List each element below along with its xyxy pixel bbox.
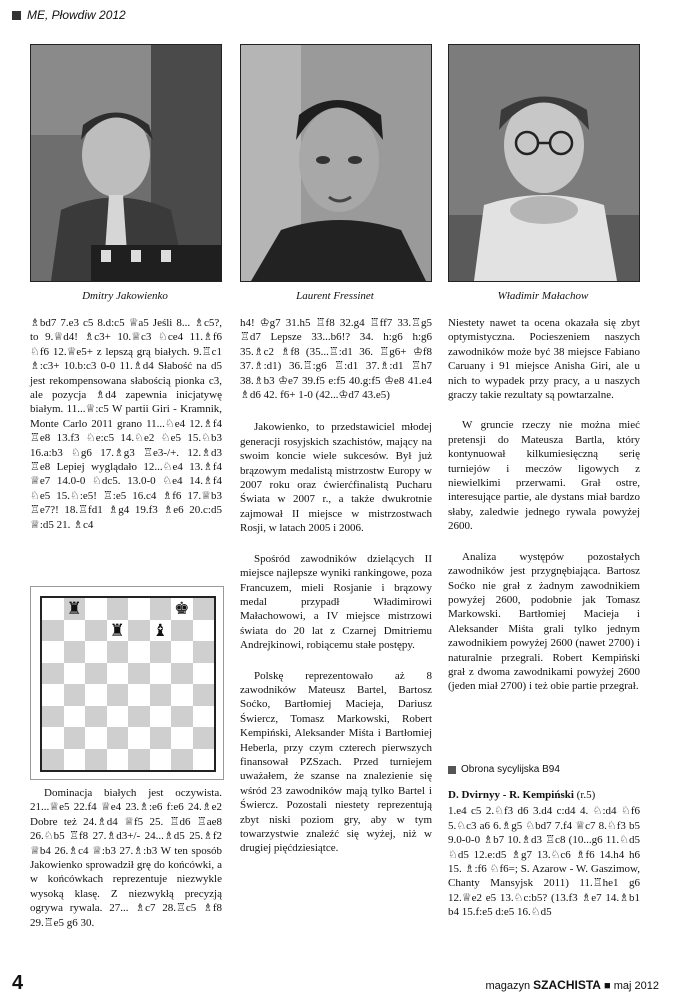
game-notation-2: Dominacja białych jest oczywista. 21...♕e5 22.f4 ♕e4 23.♗:e6 f:e6 24.♗e2 Dobre też 24.♗d4 ♕f5 25. ♖d6 ♖ae8 26.♘b5 ♖f8 27.♗d3+/- 24...♗d5 25.♗f2 ♕b4 26.♗c4 ♕:b3 27.♗:b3 W ten sposób Jakowienko sprowadził grę do końcówki, a w końcówkach reprezentuje niezwykle wysoką klasę. Z niezwykłą precyzją ogrywa rywala. 27... ♗c7 28.♖c5 ♗f8 29.♖e5 g6 30. [30, 787, 222, 929]
board-square [85, 620, 107, 642]
board-square [107, 727, 129, 749]
board-square [193, 641, 215, 663]
board-square [128, 620, 150, 642]
board-square [128, 598, 150, 620]
photo-caption-3: Władimir Małachow [497, 290, 589, 302]
board-square: ♝ [150, 620, 172, 642]
board-square [64, 620, 86, 642]
column-1-top [30, 316, 222, 540]
tag-square-icon [448, 766, 456, 774]
column-2 [240, 316, 432, 864]
magazine-info [485, 978, 659, 992]
article-paragraph-6: Analiza występów pozostałych zawodników jest przygnębiająca. Bartosz Soćko nie grał z żadnym zawodnikiem powyżej 2600, podobnie jak Tomasz Markowski. Bartłomiej Macieja i Aleksander Miśta grali tylko jednym zawodnikiem powyżej 2600 (nawet 2700) i naturalnie przegrali. Robert Kempiński grał z dwoma zawodnikami powyżej 2600 (jeden miał 2700) i też obie partie przegrał. [448, 550, 640, 693]
board-square: ♜ [107, 620, 129, 642]
board-square [107, 641, 129, 663]
header-square-icon [12, 11, 21, 20]
board-square [128, 749, 150, 771]
board-square [193, 620, 215, 642]
portrait-2-image [241, 45, 431, 281]
board-square [171, 684, 193, 706]
portrait-3-image [449, 45, 639, 281]
board-square [193, 684, 215, 706]
board-square [85, 598, 107, 620]
board-square [193, 727, 215, 749]
board-square [42, 749, 64, 771]
board-square [171, 727, 193, 749]
board-square [42, 620, 64, 642]
board-square [85, 684, 107, 706]
column-3 [448, 316, 640, 702]
photo-fressinet [240, 44, 432, 282]
board-square [171, 706, 193, 728]
board-square [150, 663, 172, 685]
board-square [85, 749, 107, 771]
board-square [42, 706, 64, 728]
board-square [128, 727, 150, 749]
board-square [42, 598, 64, 620]
chess-diagram [40, 596, 216, 772]
portrait-1-image [31, 45, 221, 281]
board-square [150, 598, 172, 620]
page-number: 4 [12, 972, 24, 994]
board-square [42, 663, 64, 685]
board-square [150, 727, 172, 749]
board-square [64, 727, 86, 749]
board-square [64, 749, 86, 771]
opening-name: Obrona sycylijska B94 [461, 764, 560, 775]
board-square [42, 727, 64, 749]
board-square [150, 706, 172, 728]
board-square [107, 749, 129, 771]
board-square [150, 684, 172, 706]
board-square [85, 641, 107, 663]
photo-jakowienko [30, 44, 222, 282]
opening-tag [448, 764, 560, 775]
board-square [85, 706, 107, 728]
game-title: D. Dvirnyy - R. Kempiński [448, 789, 574, 801]
board-square [85, 663, 107, 685]
article-paragraph-1: Jakowienko, to przedstawiciel młodej generacji rosyjskich szachistów, mający na swoim koncie wiele sukcesów. Był już brązowym medalistą mistrzostw Europy w 2007 roku oraz ćwierćfinalistą Pucharu Świata w 2007 r., a także dwukrotnie zajmował II miejsce w mistrzostwach Rosji, w latach 2005 i 2006. [240, 421, 432, 535]
board-square [150, 749, 172, 771]
column-1-bottom [30, 786, 222, 938]
board-square [150, 641, 172, 663]
game-round: (r.5) [576, 789, 596, 801]
board-square [107, 598, 129, 620]
board-square [193, 749, 215, 771]
photo-caption-1: Dmitry Jakowienko [82, 290, 168, 302]
article-paragraph-2: Spośród zawodników dzielących II miejsce najlepsze wyniki rankingowe, poza Francuzem, mieli Rosjanie i brązowy medal przypadł Władimirowi Małachowowi, a IV miejsce mistrzowi świata do 20 lat z Czarnej Dmitriemu Andrejkinowi, robiącemu stałe postępy. [240, 552, 432, 652]
board-square: ♚ [171, 598, 193, 620]
board-square [64, 684, 86, 706]
article-paragraph-3: Polskę reprezentowało aż 8 zawodników Mateusz Bartel, Bartosz Soćko, Bartłomiej Macieja, Dariusz Świercz, Tomasz Markowski, Robert Kempiński, Aleksander Miśta i Bartłomiej Heberla, przy czym czterech pierwszych finansował PZSzach. Przed turniejem uważałem, że szanse na znalezienie się wśród 23 zawodników mają tylko Bartel i Świercz. Pozostali niestety reprezentują zbyt niski poziom gry, aby w tym towarzystwie znaleźć się wyżej, niż w drugiej pięćdziesiątce. [240, 669, 432, 855]
board-square [171, 749, 193, 771]
board-square [64, 641, 86, 663]
board-square [128, 706, 150, 728]
game-notation-4: 1.e4 c5 2.♘f3 d6 3.d4 c:d4 4. ♘:d4 ♘f6 5.♘c3 a6 6.♗g5 ♘bd7 7.f4 ♕c7 8.♘f3 b5 9.0-0-0 ♗b7 10.♗d3 ♖c8 (10...g6 11.♘d5 ♘d5 12.e:d5 ♗g7 13.♘c6 ♗f6 14.h4 h6 15. ♗:f6 ♘f6=; S. Azarow - W. Gaszimow, Chanty Mansyjsk 2011) 11.♖he1 g6 12.♕e2 e5 13.♘c:b5? (13.f3 ♗e7 14.♗b1 b4 15.f:e5 d:e5 16.♘d5 [448, 805, 640, 919]
board-square [107, 684, 129, 706]
footer-square-icon: ■ [604, 980, 611, 992]
board-square [193, 663, 215, 685]
board-square: ♜ [64, 598, 86, 620]
board-square [171, 620, 193, 642]
board-square [128, 641, 150, 663]
board-square [171, 663, 193, 685]
board-square [107, 663, 129, 685]
magazine-prefix: magazyn [485, 980, 531, 992]
game-header [448, 788, 640, 802]
issue-date: maj 2012 [613, 980, 659, 992]
game-notation-1: ♗bd7 7.e3 c5 8.d:c5 ♕a5 Jeśli 8... ♗c5?, to 9.♕d4! ♗c3+ 10.♕c3 ♘ce4 11.♗f6 ♘f6 12.♕e5+ z lepszą grą białych. 9.♖c1 ♗:c3+ 10.b:c3 0-0 11.♗d4 Słabość na d5 jest rekompensowana słabością pionka c3, ale pozycja ♗d4 zapewnia inicjatywę białym. 11...♕:c5 W partii Giri - Kramnik, Monte Carlo 2011 grano 11...♘e4 12.♗f4 ♖e8 13.f3 ♘e:c5 14.♘e2 ♘e5 15.♘b3 16.a:b3 ♘g6 17.♗g3 ♖e3-/+. 12.♗d3 ♖e8 Lepiej wyglądało 12...♘e4 13.♗f4 ♕e7 14.0-0 ♘dc5. 13.0-0 ♘e4 14.♗f4 ♘e5 15.♘:e5! ♖:e5 16.c4 ♗f6 17.♕b3 ♖e7?! 18.♖fd1 ♗g4 19.f3 ♗e6 20.c:d5 ♕:d5 21. ♗c4 [30, 317, 222, 531]
board-square [42, 684, 64, 706]
photo-malachow [448, 44, 640, 282]
column-3-game [448, 788, 640, 928]
game-notation-3: h4! ♔g7 31.h5 ♖f8 32.g4 ♖ff7 33.♖g5 ♖d7 Lepsze 33...b6!? 34. h:g6 h:g6 35.♗c2 ♗f8 (35...♖:d1 36. ♖g6+ ♔f8 37.♗:d1) 36.♖:g6 ♖:d1 37.♗:d1 ♖h7 38.♗b3 ♔e7 39.f5 e:f5 40.g:f5 ♔e8 41.e4 ♗d6 42. f6+ 1-0 (42...♔d7 43.e5) [240, 317, 432, 402]
board-square [64, 706, 86, 728]
board-square [193, 598, 215, 620]
board-square [64, 663, 86, 685]
board-square [128, 663, 150, 685]
magazine-name: SZACHISTA [533, 978, 601, 992]
running-header [12, 8, 126, 22]
header-title: ME, Płowdiw 2012 [27, 8, 126, 22]
photo-caption-2: Laurent Fressinet [296, 290, 374, 302]
board-square [85, 727, 107, 749]
board-square [193, 706, 215, 728]
board-square [128, 684, 150, 706]
board-square [171, 641, 193, 663]
article-paragraph-4: Niestety nawet ta ocena okazała się zbyt optymistyczna. Pocieszeniem naszych zawodników może być 38 miejsce Fabiano Caruany i 91 miejsce Anisha Giri, ale u nich to wypadek przy pracy, a u naszych graczy takie rezultaty są powtarzalne. [448, 317, 640, 402]
article-paragraph-5: W gruncie rzeczy nie można mieć pretensji do Mateusza Bartla, który kontynuował kilkumiesięczną serię turniejów i meczów ligowych z niewielkimi przerwami. Grał ostre, interesujące partie, ale dystans miał bardzo słaby, zaledwie jednego rywala powyżej 2600. [448, 419, 640, 533]
page-footer [0, 968, 673, 998]
board-square [107, 706, 129, 728]
board-square [42, 641, 64, 663]
